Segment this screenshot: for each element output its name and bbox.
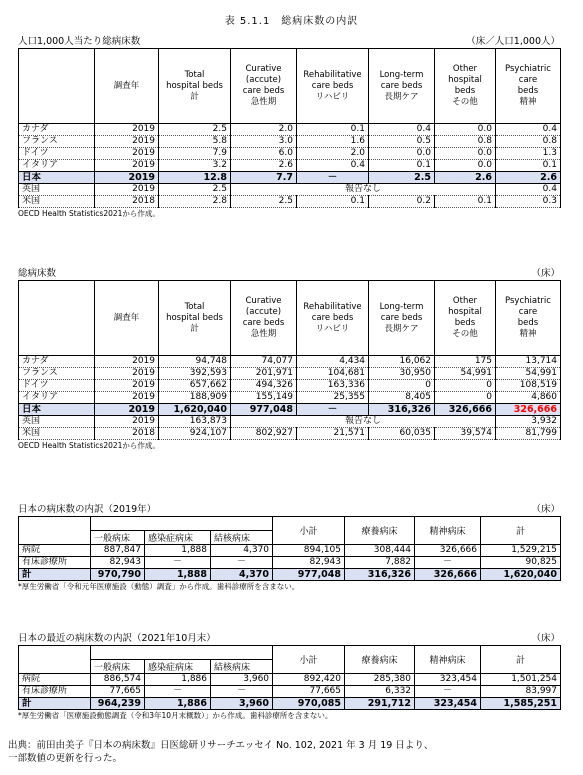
- header-line: Other: [452, 296, 478, 306]
- total-cell: 657,662: [159, 380, 231, 392]
- header-line: 精神: [519, 97, 537, 107]
- header-line: Curative: [245, 296, 282, 306]
- other-cell: 0.0: [435, 148, 496, 160]
- header-cell-curative: [231, 49, 297, 124]
- other-cell: 0.8: [435, 136, 496, 148]
- psych-cell: 0.4: [496, 124, 561, 136]
- ltc-cell: 0.1: [369, 160, 435, 172]
- page-title: 表 5.1.1 総病床数の内訳: [224, 16, 359, 27]
- total-cell: 94,748: [159, 356, 231, 368]
- section-title: 日本の最近の病床数の内訳（2021年10月末）: [18, 633, 216, 644]
- total-cell: 1,529,215: [481, 545, 561, 557]
- psych-cell: －: [415, 557, 481, 569]
- other-cell: 0.0: [435, 124, 496, 136]
- header-row: [19, 646, 561, 660]
- header-line: Psychiatric: [505, 64, 551, 74]
- ltc-cell: 316,326: [345, 569, 415, 581]
- table-row: [19, 392, 561, 404]
- tb-cell: 4,370: [211, 545, 273, 557]
- table-row: [19, 686, 561, 698]
- year-cell: 2018: [95, 428, 159, 440]
- year-cell: 2019: [95, 160, 159, 172]
- row-label: 病院: [19, 545, 91, 557]
- table-row: [19, 172, 561, 184]
- tb-cell: 3,960: [211, 698, 273, 710]
- ltc-cell: 2.5: [369, 172, 435, 184]
- header-cell-psych: [496, 49, 561, 124]
- header-line: その他: [452, 97, 478, 107]
- general-cell: 886,574: [91, 674, 145, 686]
- country-cell: 英国: [19, 184, 95, 196]
- country-cell: 米国: [19, 196, 95, 208]
- ltc-cell: 16,062: [369, 356, 435, 368]
- table-row: [19, 380, 561, 392]
- header-cell-psych: 精神病床: [415, 646, 481, 674]
- psych-cell: 0.3: [496, 196, 561, 208]
- other-cell: 39,574: [435, 428, 496, 440]
- table-row: [19, 356, 561, 368]
- header-cell-blank: [91, 646, 273, 660]
- header-line: 計: [190, 323, 199, 334]
- country-cell: ドイツ: [19, 148, 95, 160]
- rehab-cell: 2.0: [297, 148, 369, 160]
- infectious-cell: －: [145, 557, 211, 569]
- header-cell-total: [159, 49, 231, 124]
- infectious-cell: 1,888: [145, 569, 211, 581]
- curative-cell: 201,971: [231, 368, 297, 380]
- header-line: その他: [452, 329, 478, 339]
- table-row: [19, 136, 561, 148]
- breakdown-table: [18, 516, 561, 581]
- curative-cell: 7.7: [231, 172, 297, 184]
- psych-cell: 2.6: [496, 172, 561, 184]
- year-cell: 2019: [95, 416, 159, 428]
- row-label: 計: [19, 569, 91, 581]
- not-reported-cell: 報告なし: [231, 184, 496, 196]
- header-cell-ltc: [369, 281, 435, 356]
- header-cell-subtotal: 小計: [273, 646, 345, 674]
- curative-cell: 155,149: [231, 392, 297, 404]
- header-line: 急性期: [250, 329, 277, 339]
- year-cell: 2019: [95, 356, 159, 368]
- header-line: beds: [454, 86, 476, 96]
- header-cell-other: [435, 49, 496, 124]
- header-line: Long-term: [379, 301, 424, 312]
- header-cell-ltc: [369, 49, 435, 124]
- rehab-cell: 0.1: [297, 124, 369, 136]
- not-reported-cell: 報告なし: [231, 416, 496, 428]
- psych-cell: 326,666: [496, 404, 561, 416]
- ltc-cell: 6,332: [345, 686, 415, 698]
- header-line: Psychiatric: [505, 296, 551, 306]
- header-line: Other: [452, 64, 478, 74]
- total-cell: 2.5: [159, 184, 231, 196]
- unit-label: （床）: [531, 504, 560, 515]
- psych-cell: 81,799: [496, 428, 561, 440]
- psych-cell: 1.3: [496, 148, 561, 160]
- total-cell: 1,620,040: [481, 569, 561, 581]
- header-line: care beds: [380, 80, 423, 91]
- breakdown-table: [18, 645, 561, 710]
- data-table: [18, 280, 561, 440]
- header-line: hospital beds: [166, 80, 223, 91]
- ltc-cell: 0.0: [369, 148, 435, 160]
- header-line: Total: [184, 69, 205, 80]
- curative-cell: 2.6: [231, 160, 297, 172]
- year-cell: 2019: [95, 368, 159, 380]
- total-cell: 7.9: [159, 148, 231, 160]
- table-row: [19, 569, 561, 581]
- header-cell-year: 調査年: [95, 281, 159, 356]
- year-cell: 2019: [95, 184, 159, 196]
- row-label: 有床診療所: [19, 557, 91, 569]
- total-cell: 2.5: [159, 124, 231, 136]
- header-line: Rehabilitative: [303, 69, 362, 80]
- header-cell-total: 計: [481, 646, 561, 674]
- section-header: [18, 268, 560, 280]
- subtotal-cell: 892,420: [273, 674, 345, 686]
- total-cell: 90,825: [481, 557, 561, 569]
- header-row: [19, 49, 561, 124]
- table-note: *厚生労働省「令和元年医療施設（動態）調査」から作成。歯科診療所を含まない。: [18, 582, 300, 591]
- header-cell-infectious: 感染症病床: [145, 531, 211, 545]
- curative-cell: 494,326: [231, 380, 297, 392]
- table-note: OECD Health Statistics2021から作成。: [18, 441, 160, 450]
- country-cell: カナダ: [19, 356, 95, 368]
- psych-cell: 0.4: [496, 184, 561, 196]
- rehab-cell: －: [297, 404, 369, 416]
- other-cell: 0.1: [435, 196, 496, 208]
- section-japan-2019: [18, 504, 560, 592]
- tb-cell: －: [211, 557, 273, 569]
- total-cell: 163,873: [159, 416, 231, 428]
- general-cell: 964,239: [91, 698, 145, 710]
- unit-label: （床／人口1,000人）: [466, 36, 560, 47]
- curative-cell: 3.0: [231, 136, 297, 148]
- header-line: hospital beds: [166, 312, 223, 323]
- header-cell-blank: [19, 646, 91, 674]
- total-cell: 924,107: [159, 428, 231, 440]
- ltc-cell: 291,712: [345, 698, 415, 710]
- header-cell-blank: [19, 517, 91, 545]
- country-cell: ドイツ: [19, 380, 95, 392]
- country-cell: フランス: [19, 136, 95, 148]
- section-header: [18, 504, 560, 516]
- infectious-cell: 1,886: [145, 674, 211, 686]
- header-cell-total: [159, 281, 231, 356]
- country-cell: 日本: [19, 172, 95, 184]
- rehab-cell: 4,434: [297, 356, 369, 368]
- ltc-cell: 0.4: [369, 124, 435, 136]
- header-line: 計: [190, 91, 199, 102]
- tb-cell: －: [211, 686, 273, 698]
- header-line: beds: [517, 86, 539, 96]
- header-cell-country: [19, 281, 95, 356]
- year-cell: 2019: [95, 148, 159, 160]
- tb-cell: 4,370: [211, 569, 273, 581]
- header-line: Curative: [245, 64, 282, 74]
- header-line: Long-term: [379, 69, 424, 80]
- curative-cell: 802,927: [231, 428, 297, 440]
- section-total-beds: [18, 268, 560, 451]
- header-cell-psych: 精神病床: [415, 517, 481, 545]
- ltc-cell: 308,444: [345, 545, 415, 557]
- ltc-cell: 316,326: [369, 404, 435, 416]
- header-cell-ltc: 療養病床: [345, 517, 415, 545]
- table-row: [19, 416, 561, 428]
- unit-label: （床）: [531, 268, 560, 279]
- header-cell-psych: [496, 281, 561, 356]
- header-cell-country: [19, 49, 95, 124]
- psych-cell: 323,454: [415, 698, 481, 710]
- section-title: 日本の病床数の内訳（2019年）: [18, 504, 157, 515]
- header-cell-ltc: 療養病床: [345, 646, 415, 674]
- table-row: [19, 196, 561, 208]
- total-cell: 188,909: [159, 392, 231, 404]
- psych-cell: 0.8: [496, 136, 561, 148]
- header-line: care beds: [311, 80, 354, 91]
- source-footnote: [8, 739, 578, 765]
- header-line: Total: [184, 301, 205, 312]
- ltc-cell: 8,405: [369, 392, 435, 404]
- row-label: 計: [19, 698, 91, 710]
- header-cell-rehab: [297, 281, 369, 356]
- country-cell: イタリア: [19, 160, 95, 172]
- header-line: beds: [454, 318, 476, 328]
- header-cell-year: 調査年: [95, 49, 159, 124]
- section-beds-per-1000: [18, 36, 560, 219]
- subtotal-cell: 977,048: [273, 569, 345, 581]
- ltc-cell: 0.5: [369, 136, 435, 148]
- subtotal-cell: 970,085: [273, 698, 345, 710]
- section-japan-2021: [18, 633, 560, 721]
- other-cell: 175: [435, 356, 496, 368]
- rehab-cell: 25,355: [297, 392, 369, 404]
- table-row: [19, 368, 561, 380]
- header-cell-subtotal: 小計: [273, 517, 345, 545]
- rehab-cell: －: [297, 172, 369, 184]
- country-cell: イタリア: [19, 392, 95, 404]
- table-row: [19, 148, 561, 160]
- ltc-cell: 285,380: [345, 674, 415, 686]
- header-row: [19, 281, 561, 356]
- header-line: care beds: [380, 312, 423, 323]
- rehab-cell: 1.6: [297, 136, 369, 148]
- rehab-cell: 104,681: [297, 368, 369, 380]
- other-cell: 0: [435, 392, 496, 404]
- total-cell: 1,501,254: [481, 674, 561, 686]
- general-cell: 970,790: [91, 569, 145, 581]
- total-cell: 83,997: [481, 686, 561, 698]
- curative-cell: 6.0: [231, 148, 297, 160]
- rehab-cell: 0.4: [297, 160, 369, 172]
- year-cell: 2019: [95, 172, 159, 184]
- section-header: [18, 36, 560, 48]
- table-row: [19, 124, 561, 136]
- ltc-cell: 30,950: [369, 368, 435, 380]
- country-cell: カナダ: [19, 124, 95, 136]
- header-cell-general: 一般病床: [91, 660, 145, 674]
- header-line: beds: [517, 318, 539, 328]
- year-cell: 2019: [95, 124, 159, 136]
- year-cell: 2019: [95, 380, 159, 392]
- infectious-cell: 1,888: [145, 545, 211, 557]
- table-row: [19, 545, 561, 557]
- total-cell: 2.8: [159, 196, 231, 208]
- header-line: care beds: [242, 318, 285, 328]
- header-line: リハビリ: [315, 323, 350, 334]
- year-cell: 2019: [95, 136, 159, 148]
- curative-cell: 2.0: [231, 124, 297, 136]
- header-line: care beds: [242, 86, 285, 96]
- subtotal-cell: 77,665: [273, 686, 345, 698]
- total-cell: 3.2: [159, 160, 231, 172]
- row-label: 有床診療所: [19, 686, 91, 698]
- ltc-cell: 60,035: [369, 428, 435, 440]
- rehab-cell: 21,571: [297, 428, 369, 440]
- infectious-cell: 1,886: [145, 698, 211, 710]
- tb-cell: 3,960: [211, 674, 273, 686]
- country-cell: 英国: [19, 416, 95, 428]
- table-row: [19, 674, 561, 686]
- header-line: hospital: [448, 75, 482, 85]
- unit-label: （床）: [531, 633, 560, 644]
- ltc-cell: 0: [369, 380, 435, 392]
- other-cell: 54,991: [435, 368, 496, 380]
- country-cell: フランス: [19, 368, 95, 380]
- psych-cell: 108,519: [496, 380, 561, 392]
- header-cell-blank: [91, 517, 273, 531]
- header-cell-tb: 結核病床: [211, 660, 273, 674]
- header-line: 長期ケア: [384, 91, 419, 102]
- header-cell-tb: 結核病床: [211, 531, 273, 545]
- subtotal-cell: 894,105: [273, 545, 345, 557]
- curative-cell: 2.5: [231, 196, 297, 208]
- psych-cell: －: [415, 686, 481, 698]
- header-line: hospital: [448, 307, 482, 317]
- table-row: [19, 698, 561, 710]
- psych-cell: 4,860: [496, 392, 561, 404]
- header-line: care: [518, 75, 538, 85]
- table-row: [19, 160, 561, 172]
- other-cell: 2.6: [435, 172, 496, 184]
- header-cell-other: [435, 281, 496, 356]
- psych-cell: 13,714: [496, 356, 561, 368]
- psych-cell: 326,666: [415, 569, 481, 581]
- rehab-cell: 0.1: [297, 196, 369, 208]
- header-line: リハビリ: [315, 91, 350, 102]
- rehab-cell: 163,336: [297, 380, 369, 392]
- year-cell: 2018: [95, 196, 159, 208]
- row-label: 病院: [19, 674, 91, 686]
- source-line: 出典：前田由美子『日本の病床数』日医総研リサーチエッセイ No. 102, 2021 年 3 月 19 日より、: [8, 740, 434, 751]
- header-line: 急性期: [250, 97, 277, 107]
- other-cell: 0.0: [435, 160, 496, 172]
- country-cell: 日本: [19, 404, 95, 416]
- ltc-cell: 0.2: [369, 196, 435, 208]
- total-cell: 5.8: [159, 136, 231, 148]
- header-cell-total: 計: [481, 517, 561, 545]
- psych-cell: 54,991: [496, 368, 561, 380]
- ltc-cell: 7,882: [345, 557, 415, 569]
- total-cell: 1,620,040: [159, 404, 231, 416]
- table-note: OECD Health Statistics2021から作成。: [18, 209, 160, 218]
- header-line: (accute): [245, 307, 282, 317]
- table-row: [19, 404, 561, 416]
- country-cell: 米国: [19, 428, 95, 440]
- psych-cell: 326,666: [415, 545, 481, 557]
- subtotal-cell: 82,943: [273, 557, 345, 569]
- other-cell: 0: [435, 380, 496, 392]
- section-title: 人口1,000人当たり総病床数: [18, 36, 141, 47]
- source-line: 一部数値の更新を行った。: [8, 753, 123, 764]
- total-cell: 1,585,251: [481, 698, 561, 710]
- header-line: 精神: [519, 329, 537, 339]
- general-cell: 887,847: [91, 545, 145, 557]
- data-table: [18, 48, 561, 208]
- year-cell: 2019: [95, 404, 159, 416]
- table-row: [19, 184, 561, 196]
- general-cell: 82,943: [91, 557, 145, 569]
- total-cell: 12.8: [159, 172, 231, 184]
- table-row: [19, 428, 561, 440]
- curative-cell: 977,048: [231, 404, 297, 416]
- section-title: 総病床数: [18, 268, 57, 279]
- header-cell-general: 一般病床: [91, 531, 145, 545]
- header-line: care beds: [311, 312, 354, 323]
- year-cell: 2019: [95, 392, 159, 404]
- header-row: [19, 517, 561, 531]
- table-row: [19, 557, 561, 569]
- header-line: (accute): [245, 75, 282, 85]
- header-cell-curative: [231, 281, 297, 356]
- section-header: [18, 633, 560, 645]
- infectious-cell: －: [145, 686, 211, 698]
- header-line: care: [518, 307, 538, 317]
- general-cell: 77,665: [91, 686, 145, 698]
- table-note: *厚生労働省「医療施設動態調査（令和3年10月末概数）」から作成。歯科診療所を含まない。: [18, 711, 333, 720]
- other-cell: 326,666: [435, 404, 496, 416]
- curative-cell: 74,077: [231, 356, 297, 368]
- header-cell-infectious: 感染症病床: [145, 660, 211, 674]
- header-cell-rehab: [297, 49, 369, 124]
- header-line: Rehabilitative: [303, 301, 362, 312]
- psych-cell: 0.1: [496, 160, 561, 172]
- psych-cell: 323,454: [415, 674, 481, 686]
- header-line: 長期ケア: [384, 323, 419, 334]
- psych-cell: 3,932: [496, 416, 561, 428]
- total-cell: 392,593: [159, 368, 231, 380]
